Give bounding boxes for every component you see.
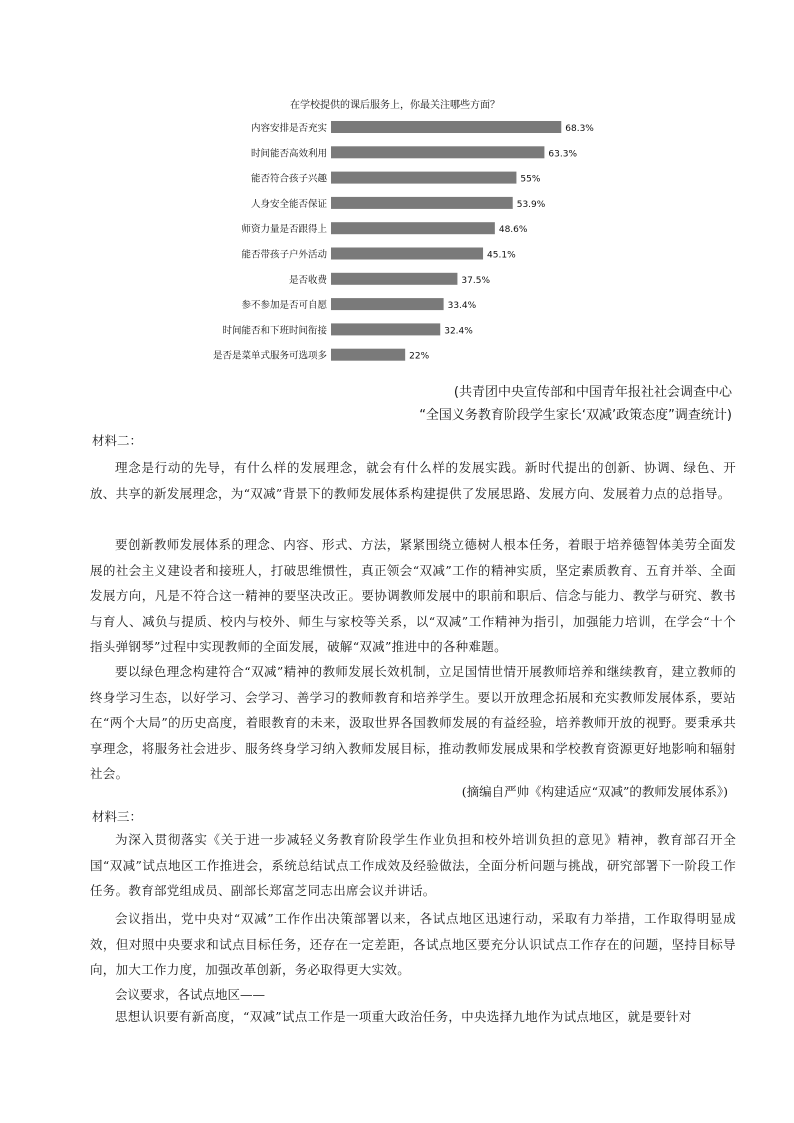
survey-bar-chart xyxy=(195,95,595,375)
material2-heading: 材料二： xyxy=(92,433,143,448)
category-label: 师资力量是否跟得上 xyxy=(241,224,327,236)
bar xyxy=(331,121,561,133)
bar xyxy=(331,146,544,158)
value-label: 37.5% xyxy=(461,275,491,286)
value-label: 32.4% xyxy=(444,326,473,337)
bar xyxy=(331,197,513,209)
value-label: 45.1% xyxy=(487,250,516,261)
material2-paragraph-2: 要创新教师发展体系的理念、内容、形式、方法，紧紧围绕立德树人根本任务，着眼于培养德智体美劳全面发展的社会主义建设者和接班人，打破思维惯性，真正领会“双减”工作的精神实质，坚定素质教育、五育并举、全面发展方向，凡是不符合这一精神的要坚决改正。要协调教师发展中的职前和职后、信念与能力、教学与研究、教书与育人、减负与提质、校内与校外、师生与家校等关系，以“双减”工作精神为指引，加强能力培训，在学会“十个指头弹钢琴”过程中实现教师的全面发展，破解“双减”推进中的各种难题。 xyxy=(90,537,736,654)
value-label: 53.9% xyxy=(516,199,546,210)
material2-attribution: (摘编自严帅《构建适应“双减”的教师发展体系》) xyxy=(461,784,728,799)
category-label: 人身安全能否保证 xyxy=(250,198,327,210)
source-citation-line1: (共青团中央宣传部和中国青年报社社会调查中心 xyxy=(453,385,732,400)
bar xyxy=(331,172,516,184)
category-label: 时间能否高效利用 xyxy=(250,148,327,160)
category-label: 是否是菜单式服务可选项多 xyxy=(212,350,327,362)
bar xyxy=(331,323,440,335)
category-label: 参不参加是否可自愿 xyxy=(241,300,327,312)
category-label: 能否符合孩子兴趣 xyxy=(250,173,327,185)
bar xyxy=(331,298,444,310)
bar xyxy=(331,349,405,361)
chart-title: 在学校提供的课后服务上，你最关注哪些方面？ xyxy=(290,100,500,111)
category-label: 内容安排是否充实 xyxy=(250,123,327,134)
source-citation-line2: “全国义务教育阶段学生家长‘双减’政策态度”调查统计) xyxy=(419,408,732,423)
value-label: 68.3% xyxy=(565,124,594,134)
material2-paragraph-3: 要以绿色理念构建符合“双减”精神的教师发展长效机制，立足国情世情开展教师培养和继续教育，建立教师的终身学习生态，以好学习、会学习、善学习的教师教育和培养学生。要以开放理念拓展和充实教师发展体系，要站在“两个大局”的历史高度，着眼教育的未来，汲取世界各国教师发展的有益经验，培养教师开放的视野。要秉承共享理念，将服务社会进步、服务终身学习纳入教师发展目标，推动教师发展成果和学校教育资源更好地影响和辐射社会。 xyxy=(90,664,736,781)
material3-last-paragraph: 思想认识要有新高度，“双减”试点工作是一项重大政治任务，中央选择九地作为试点地区，就是要针对 xyxy=(115,1009,692,1024)
bar xyxy=(331,222,495,234)
category-label: 能否带孩子户外活动 xyxy=(241,249,327,261)
material3-requirement-line: 会议要求，各试点地区—— xyxy=(115,987,266,1002)
value-label: 22% xyxy=(409,351,430,362)
material3-paragraph-2: 会议指出，党中央对“双减”工作作出决策部署以来，各试点地区迅速行动，采取有力举措，工作取得明显成效，但对照中央要求和试点目标任务，还存在一定差距，各试点地区要充分认识试点工作存在的问题，坚持目标导向，加大工作力度，加强改革创新，务必取得更大实效。 xyxy=(90,911,736,977)
value-label: 48.6% xyxy=(498,225,528,236)
category-label: 是否收费 xyxy=(288,274,327,286)
bar xyxy=(331,273,457,285)
bar xyxy=(331,248,483,260)
material2-paragraph-1: 理念是行动的先导，有什么样的发展理念，就会有什么样的发展实践。新时代提出的创新、协调、绿色、开放、共享的新发展理念，为“双减”背景下的教师发展体系构建提供了发展思路、发展方向、发展着力点的总指导。 xyxy=(90,460,736,501)
value-label: 63.3% xyxy=(548,149,578,160)
category-label: 时间能否和下班时间衔接 xyxy=(222,325,327,337)
material3-heading: 材料三： xyxy=(92,809,143,824)
material3-paragraph-1: 为深入贯彻落实《关于进一步减轻义务教育阶段学生作业负担和校外培训负担的意见》精神，教育部召开全国“双减”试点地区工作推进会，系统总结试点工作成效及经验做法，全面分析问题与挑战，研究部署下一阶段工作任务。教育部党组成员、副部长郑富芝同志出席会议并讲话。 xyxy=(90,832,736,898)
value-label: 33.4% xyxy=(447,301,477,312)
value-label: 55% xyxy=(520,174,541,185)
